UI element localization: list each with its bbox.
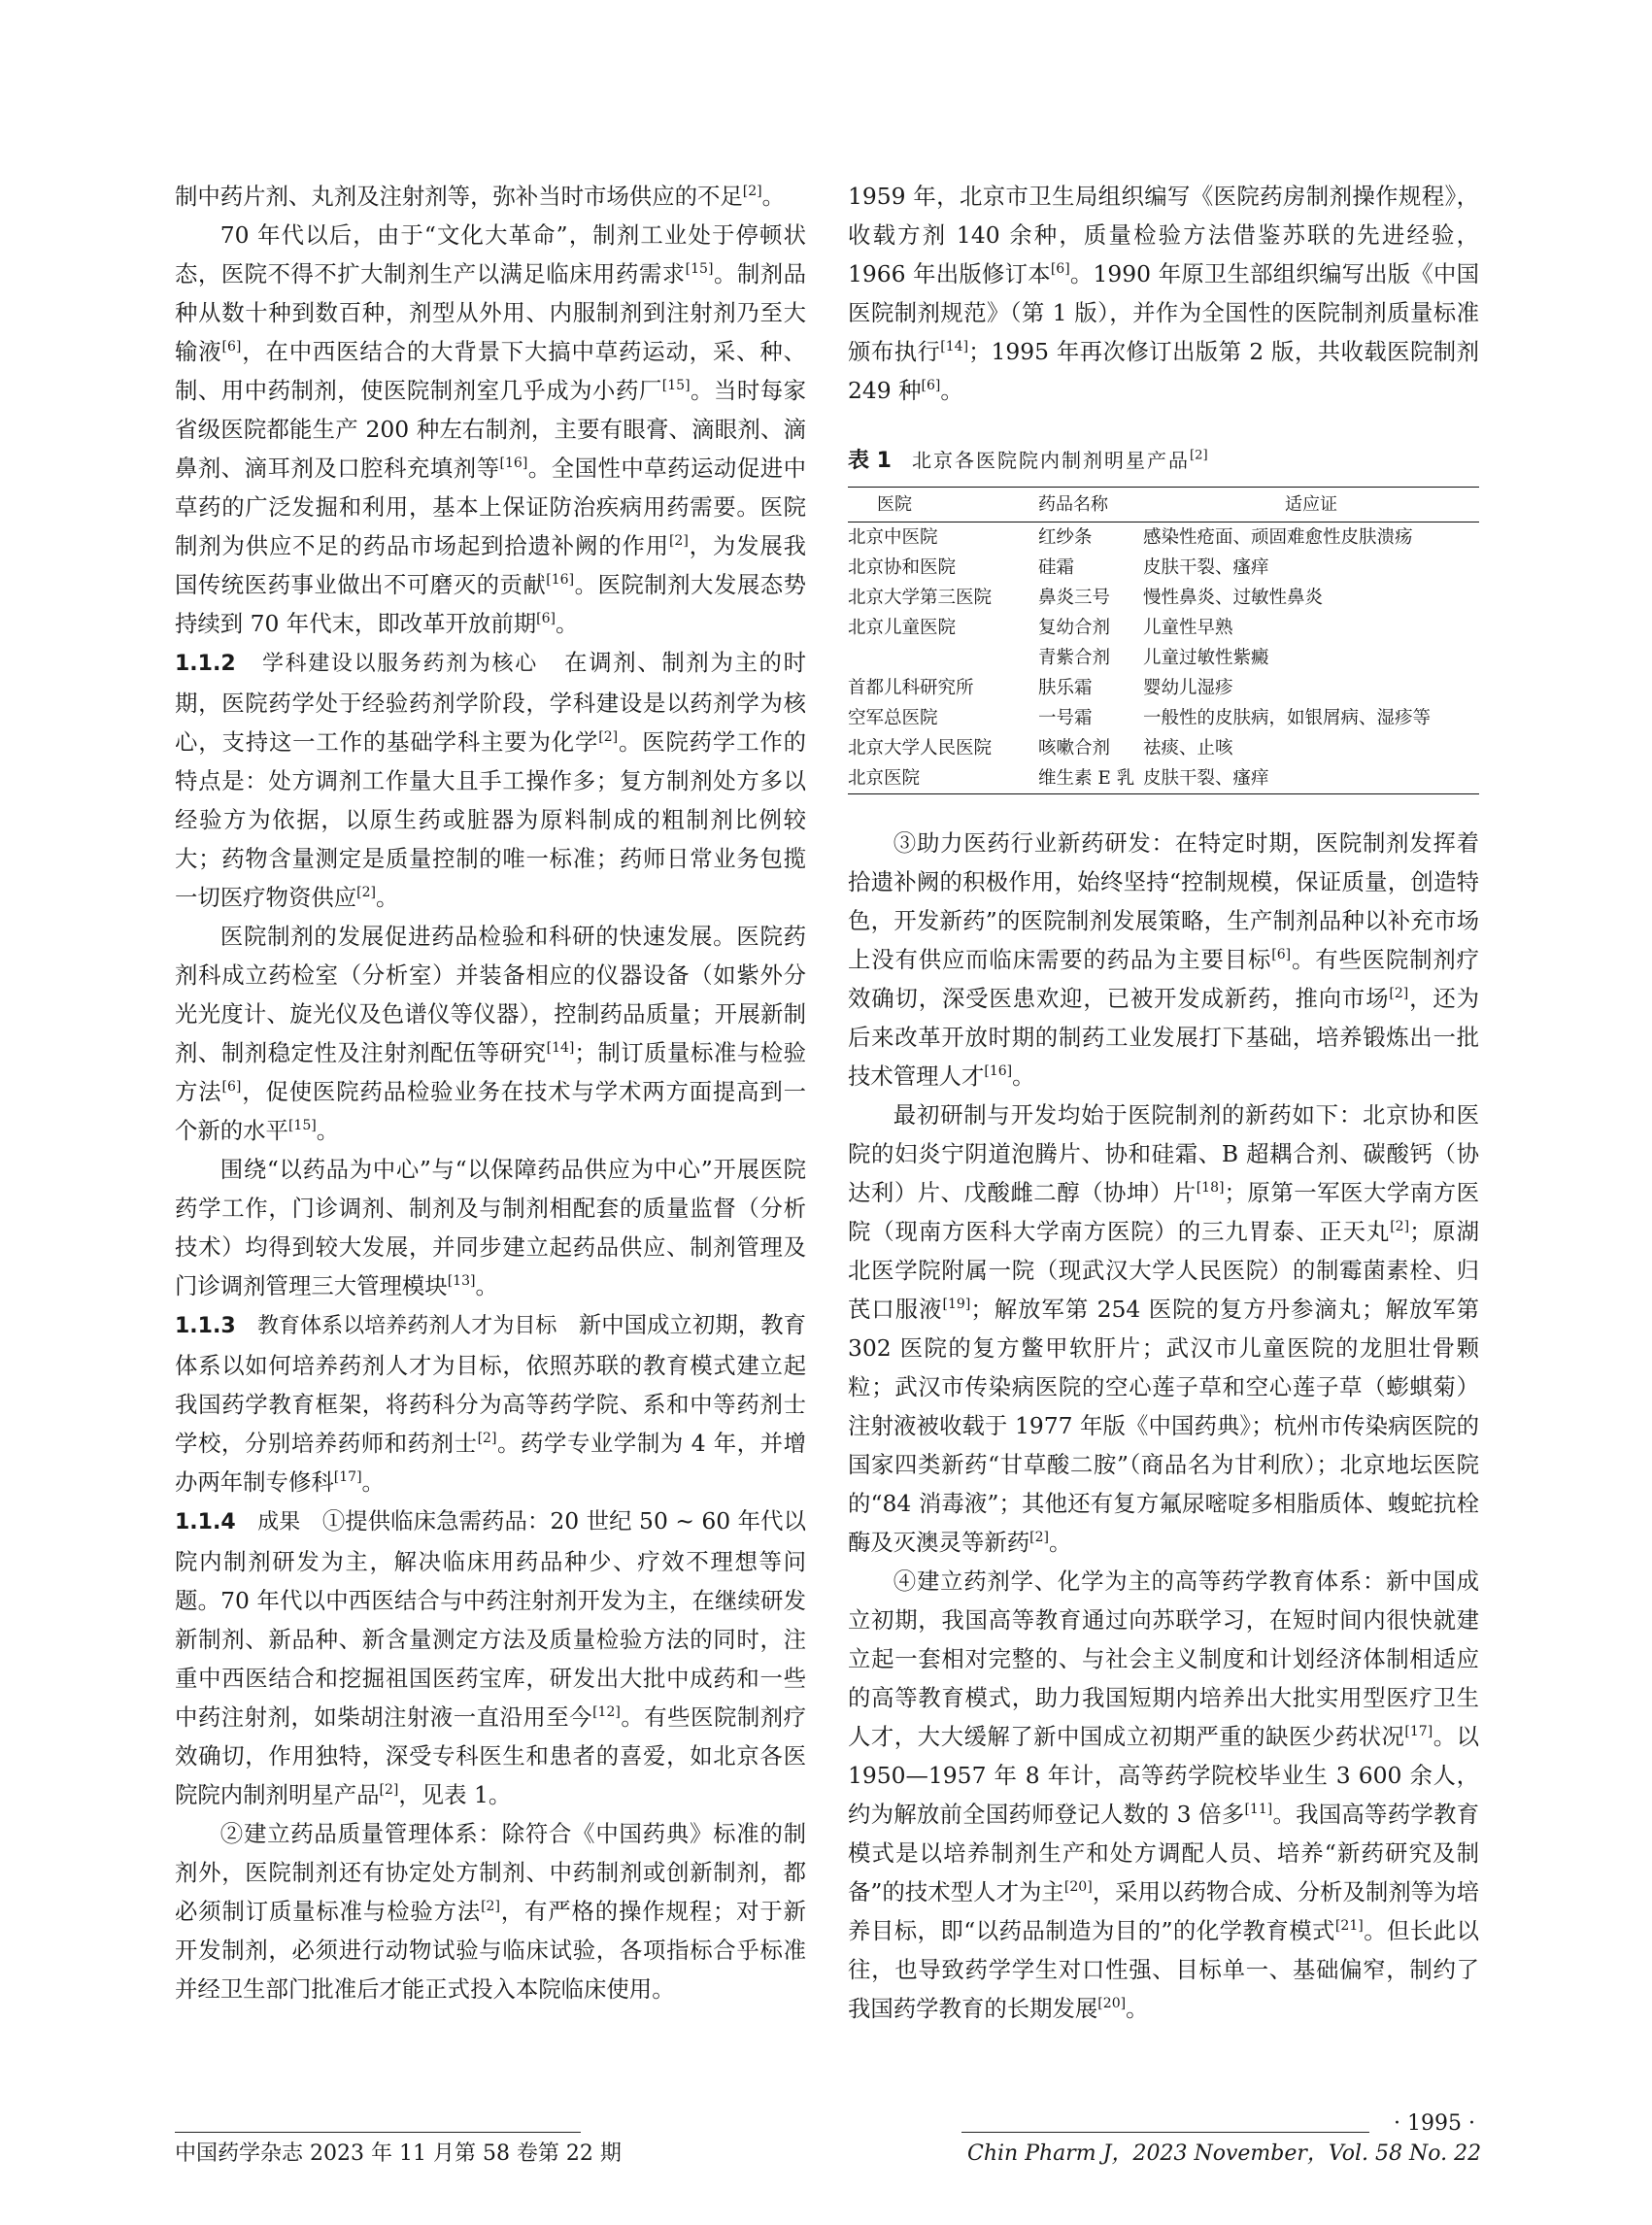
footer-journal-en: Chin Pharm J，2023 November，Vol. 58 No. 22 [967, 2141, 1482, 2166]
data-table [848, 487, 1479, 794]
citation: [2] [668, 533, 689, 550]
footer-journal-cn: 中国药学杂志 2023 年 11 月第 58 卷第 22 期 [175, 2141, 622, 2166]
table-cell: 维生素 E 乳 [1038, 768, 1135, 789]
column-header: 医院 [877, 494, 912, 515]
table-cell: 北京协和医院 [848, 557, 957, 578]
citation: [20] [1063, 1879, 1093, 1896]
paragraph: 医院制剂的发展促进药品检验和科研的快速发展。医院药剂科成立药检室（分析室）并装备相应的仪器设备（如紫外分光光度计、旋光仪及色谱仪等仪器），控制药品质量；开展新制剂、制剂稳定性及注射剂配伍等研究[14]；制订质量标准与检验方法[6]，促使医院药品检验业务在技术与学术两方面提高到一个新的水平[15]。 [175, 923, 807, 1144]
table-cell: 咳嗽合剂 [1038, 738, 1111, 759]
citation: [13] [447, 1273, 476, 1290]
table-cell: 慢性鼻炎、过敏性鼻炎 [1143, 588, 1324, 608]
table-cell: 祛痰、止咳 [1143, 738, 1233, 759]
table-row [848, 643, 1479, 673]
table-cell: 北京中医院 [848, 527, 938, 548]
table-row [848, 613, 1479, 643]
table-row [848, 733, 1479, 763]
citation: [6] [1271, 947, 1292, 963]
citation: [21] [1334, 1918, 1364, 1935]
table-cell: 青紫合剂 [1038, 648, 1111, 668]
footer-rule-left [175, 2132, 581, 2133]
citation: [14] [546, 1040, 575, 1057]
citation: [11] [1244, 1802, 1273, 1818]
citation: [6] [221, 339, 242, 355]
citation: [6] [921, 378, 941, 394]
citation: [2] [1389, 986, 1409, 1002]
citation: [16] [546, 572, 575, 589]
table-cell: 感染性疮面、顽固难愈性皮肤溃疡 [1143, 527, 1413, 548]
citation: [2] [481, 1899, 500, 1915]
table-row [848, 673, 1479, 703]
citation: [16] [984, 1063, 1013, 1080]
citation: [2] [379, 1782, 399, 1799]
section-title: 教育体系以培养药剂人才为目标 [257, 1314, 557, 1338]
paragraph: 围绕“以药品为中心”与“以保障药品供应为中心”开展医院药学工作，门诊调剂、制剂及与制剂相配套的质量监督（分析技术）均得到较大发展，并同步建立起药品供应、制剂管理及门诊调剂管理三大管理模块[13]。 [175, 1156, 806, 1299]
citation: [18] [1196, 1180, 1225, 1197]
table-caption [848, 445, 1479, 477]
table-cell: 空军总医院 [848, 708, 938, 728]
section-1-1-4: 1.1.4 成果 ①提供临床急需药品：20 世纪 50 ~ 60 年代以院内制剂研发为主，解决临床用药品种少、疗效不理想等问题。70 年代以中西医结合与中药注射剂开发为主，在继续研发新制剂、新品种、新含量测定方法及质量检验方法的同时，注重中西医结合和挖掘祖国医药宝库，研发出大批中成药和一些中药注射剂，如柴胡注射液一直沿用至今[12]。有些医院制剂疗效确切，作用独特，深受专科医生和患者的喜爱，如北京各医院院内制剂明星产品[2]，见表 1。 [175, 1507, 807, 1808]
citation: [2] [1390, 1219, 1410, 1235]
paragraph: 70 年代以后，由于“文化大革命”，制剂工业处于停顿状态，医院不得不扩大制剂生产以满足临床用药需求[15]。制剂品种从数十种到数百种，剂型从外用、内服制剂到注射剂乃至大输液[6]，在中西医结合的大背景下大搞中草药运动，采、种、制、用中药制剂，使医院制剂室几乎成为小药厂[15]。当时每家省级医院都能生产 200 种左右制剂，主要有眼膏、滴眼剂、滴鼻剂、滴耳剂及口腔科充填剂等[16]。全国性中草药运动促进中草药的广泛发掘和利用，基本上保证防治疾病用药需要。医院制剂为供应不足的药品市场起到拾遗补阙的作用[2]，为发展我国传统医药事业做出不可磨灭的贡献[16]。医院制剂大发展态势持续到 70 年代末，即改革开放前期[6]。 [175, 221, 807, 637]
right-column [848, 177, 1479, 2028]
citation: [15] [661, 378, 691, 394]
section-number: 1.1.2 [175, 652, 236, 676]
citation: [2] [356, 885, 377, 901]
column-header: 药品名称 [1038, 494, 1108, 515]
paragraph: ④建立药剂学、化学为主的高等药学教育体系：新中国成立初期，我国高等教育通过向苏联学习，在短时间内很快就建立起一套相对完整的、与社会主义制度和计划经济体制相适应的高等教育模式，助力我国短期内培养出大批实用型医疗卫生人才，大大缓解了新中国成立初期严重的缺医少药状况[17]。以 1950—1957 年 8 年计，高等药学院校毕业生 3 600 余人，约为解放前全国药师登记人数的 3 倍多[11]。我国高等药学教育模式是以培养制剂生产和处方调配人员、培养“新药研究及制备”的技术型人才为主[20]，采用以药物合成、分析及制剂等为培养目标，即“以药品制造为目的”的化学教育模式[21]。但长此以往，也导致药学学生对口性强、目标单一、基础偏窄，制约了我国药学教育的长期发展[20]。 [848, 1568, 1480, 2022]
table-label: 表 1 [848, 449, 892, 473]
citation: [6] [221, 1079, 242, 1096]
paragraph: 最初研制与开发均始于医院制剂的新药如下：北京协和医院的妇炎宁阴道泡腾片、协和硅霜、B 超耦合剂、碳酸钙（协达利）片、戊酸雌二醇（协坤）片[18]；原第一军医大学南方医院（现南方医科大学南方医院）的三九胃泰、正天丸[2]；原湖北医学院附属一院（现武汉大学人民医院）的制霉菌素栓、归芪口服液[19]；解放军第 254 医院的复方丹参滴丸；解放军第 302 医院的复方鳖甲软肝片；武汉市儿童医院的龙胆壮骨颗粒；武汉市传染病医院的空心莲子草和空心莲子草（蟛蜞菊）注射液被收载于 1977 年版《中国药典》；杭州市传染病医院的国家四类新药“甘草酸二胺”（商品名为甘利欣）；北京地坛医院的“84 消毒液”；其他还有复方氟尿嘧啶多相脂质体、蝮蛇抗栓酶及灭澳灵等新药[2]。 [848, 1101, 1480, 1556]
section-1-1-2: 1.1.2 学科建设以服务药剂为核心 在调剂、制剂为主的时期，医院药学处于经验药剂学阶段，学科建设是以药剂学为核心，支持这一工作的基础学科主要为化学[2]。医院药学工作的特点是：处方调剂工作量大且手工操作多；复方制剂处方多以经验方为依据，以原生药或脏器为原料制成的粗制剂比例较大；药物含量测定是质量控制的唯一标准；药师日常业务包揽一切医疗物资供应[2]。 [175, 649, 807, 911]
citation: [16] [499, 455, 528, 472]
table-cell: 皮肤干裂、瘙痒 [1143, 768, 1269, 789]
table-row [848, 583, 1479, 613]
paragraph: 1959 年，北京市卫生局组织编写《医院药房制剂操作规程》，收载方剂 140 余种，质量检验方法借鉴苏联的先进经验，1966 年出版修订本[6]。1990 年原卫生部组织编写出版《中国医院制剂规范》（第 1 版），并作为全国性的医院制剂质量标准颁布执行[14]；1995 年再次修订出版第 2 版，共收载医院制剂249 种[6]。 [848, 183, 1479, 404]
table-cell: 复幼合剂 [1038, 618, 1111, 638]
section-title: 学科建设以服务药剂为核心 [261, 652, 538, 676]
table-row [848, 703, 1479, 733]
citation: [6] [1050, 261, 1070, 278]
table-cell: 鼻炎三号 [1038, 588, 1111, 608]
citation: [12] [592, 1704, 621, 1721]
citation: [15] [685, 261, 714, 278]
page-number: · 1995 · [1394, 2111, 1475, 2136]
citation: [20] [1097, 1996, 1127, 2012]
citation: [14] [940, 339, 969, 355]
table-row [848, 553, 1479, 583]
table-body [848, 523, 1479, 794]
citation: [15] [287, 1118, 317, 1134]
table-row [848, 763, 1479, 794]
table-cell: 肤乐霜 [1038, 678, 1093, 698]
table-cell: 北京大学第三医院 [848, 588, 993, 608]
paragraph: ③助力医药行业新药研发：在特定时期，医院制剂发挥着拾遗补阙的积极作用，始终坚持“控制规模，保证质量，创造特色，开发新药”的医院制剂发展策略，生产制剂品种以补充市场上没有供应而临床需要的药品为主要目标[6]。有些医院制剂疗效确切，深受医患欢迎，已被开发成新药，推向市场[2]，还为后来改革开放时期的制药工业发展打下基础，培养锻炼出一批技术管理人才[16]。 [848, 829, 1480, 1090]
citation: [19] [942, 1297, 971, 1313]
table-cell [848, 643, 1038, 673]
table-cell: 北京大学人民医院 [848, 738, 993, 759]
section-title: 成果 [257, 1510, 301, 1534]
table-cell: 硅霜 [1038, 557, 1075, 578]
section-1-1-3: 1.1.3 教育体系以培养药剂人才为目标 新中国成立初期，教育体系以如何培养药剂人才为目标，依照苏联的教育模式建立起我国药学教育框架，将药科分为高等药学院、系和中等药剂士学校，分别培养药师和药剂士[2]。药学专业学制为 4 年，并增办两年制专修科[17]。 [175, 1311, 806, 1496]
table-cell: 一般性的皮肤病，如银屑病、湿疹等 [1143, 708, 1432, 728]
section-number: 1.1.4 [175, 1510, 236, 1534]
table-cell: 儿童过敏性紫癜 [1143, 648, 1269, 668]
table-row [848, 523, 1479, 554]
table-cell: 婴幼儿湿疹 [1143, 678, 1233, 698]
table-cell: 皮肤干裂、瘙痒 [1143, 557, 1269, 578]
paragraph: 制中药片剂、丸剂及注射剂等，弥补当时市场供应的不足[2]。 [175, 183, 786, 210]
citation: [2] [477, 1431, 497, 1447]
citation: [2] [1189, 448, 1208, 463]
table-title: 北京各医院院内制剂明星产品 [911, 449, 1190, 472]
left-column [175, 177, 806, 2008]
table-header-row [848, 488, 1479, 523]
table-cell: 一号霜 [1038, 708, 1093, 728]
footer-rule-right [961, 2132, 1369, 2133]
table-cell: 儿童性早熟 [1143, 618, 1233, 638]
table-cell: 红纱条 [1038, 527, 1093, 548]
paragraph: ②建立药品质量管理体系：除符合《中国药典》标准的制剂外，医院制剂还有协定处方制剂、中药制剂或创新制剂，都必须制订质量标准与检验方法[2]，有严格的操作规程；对于新开发制剂，必须进行动物试验与临床试验，各项指标合乎标准并经卫生部门批准后才能正式投入本院临床使用。 [175, 1820, 807, 2003]
table-cell: 北京儿童医院 [848, 618, 957, 638]
column-header: 适应证 [1285, 494, 1337, 515]
citation: [17] [333, 1469, 362, 1486]
section-number: 1.1.3 [175, 1314, 236, 1338]
citation: [2] [1029, 1530, 1050, 1546]
table-cell: 首都儿科研究所 [848, 678, 974, 698]
citation: [2] [598, 729, 619, 746]
citation: [17] [1404, 1724, 1433, 1740]
citation: [6] [536, 611, 556, 627]
citation: [2] [742, 184, 762, 200]
table-cell: 北京医院 [848, 768, 921, 789]
